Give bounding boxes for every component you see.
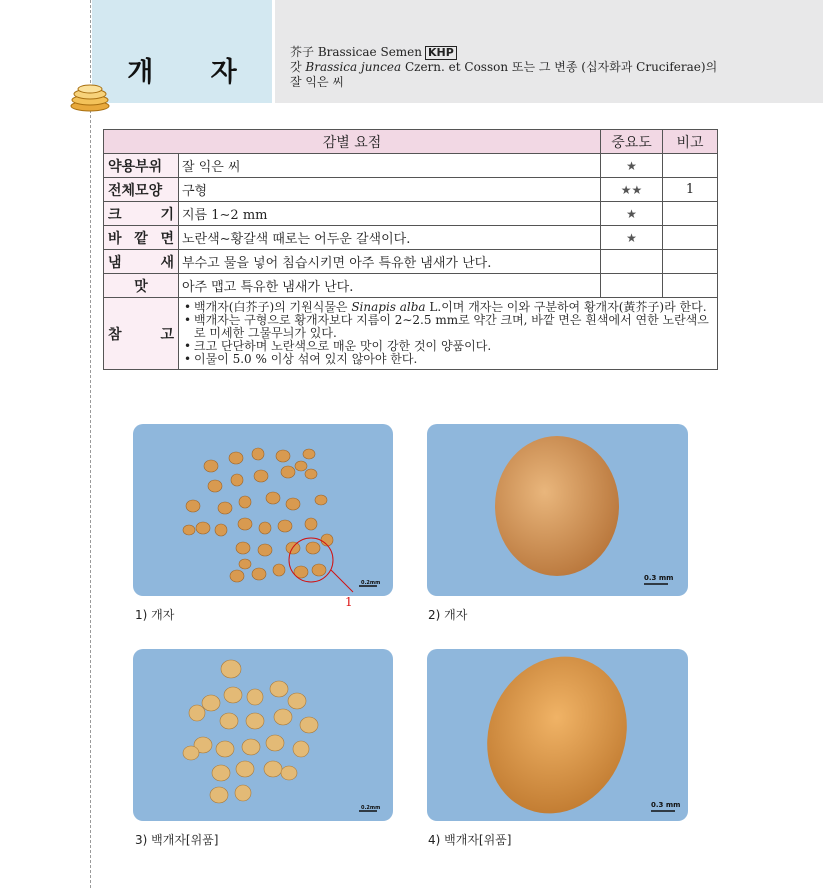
white-mustard-seeds-image [133, 649, 393, 821]
row-label: 참 고 [104, 298, 179, 370]
table-header-row [104, 130, 718, 154]
callout-number-1: 1 [345, 595, 353, 609]
page-margin-dashed-line [90, 0, 91, 888]
importance-stars: ★ [601, 202, 663, 226]
row-note [663, 274, 718, 298]
table-row [104, 226, 718, 250]
reference-item: • 이물이 5.0 % 이상 섞여 있지 않아야 한다. [194, 353, 714, 366]
references-list [182, 301, 714, 366]
importance-stars [601, 250, 663, 274]
row-content: 구형 [179, 178, 601, 202]
title-box [92, 0, 272, 103]
row-label: 전체모양 [104, 178, 179, 202]
row-content: 잘 익은 씨 [179, 154, 601, 178]
scale-label-1: 0.2mm [361, 580, 381, 586]
table-row [104, 250, 718, 274]
importance-stars [601, 274, 663, 298]
herb-name-latin: 芥子 Brassicae Semen [290, 45, 423, 59]
mustard-seeds-image [133, 424, 393, 596]
row-content: 지름 1∼2 mm [179, 202, 601, 226]
book-stack-icon [68, 82, 112, 112]
row-label: 맛 [104, 274, 179, 298]
header-line-1 [290, 45, 810, 60]
reference-item: • 백개자는 구형으로 황개자보다 지름이 2∼2.5 mm로 약간 크며, 바깥 면은 흰색에서 연한 노란색으로 미세한 그물무늬가 있다. [194, 314, 714, 340]
table-row [104, 178, 718, 202]
row-label: 바 깥 면 [104, 226, 179, 250]
figure-1-photo [133, 424, 393, 596]
figure-1-caption: 1) 개자 [135, 608, 175, 622]
row-label: 약용부위 [104, 154, 179, 178]
species-name: Brassica juncea [305, 60, 402, 74]
header-line-3: 잘 익은 씨 [290, 75, 344, 89]
reference-item: • 크고 단단하며 노란색으로 매운 맛이 강한 것이 양품이다. [194, 340, 714, 353]
figure-4-photo [427, 649, 688, 821]
col-header-points: 감별 요점 [104, 130, 601, 154]
row-note [663, 226, 718, 250]
figure-4-caption: 4) 백개자[위품] [428, 833, 512, 847]
identification-table [103, 129, 718, 370]
importance-stars: ★ [601, 226, 663, 250]
importance-stars: ★★ [601, 178, 663, 202]
khp-badge: KHP [425, 46, 457, 60]
figure-3-caption: 3) 백개자[위품] [135, 833, 219, 847]
table-row [104, 274, 718, 298]
row-label: 냄 새 [104, 250, 179, 274]
figure-2-photo [427, 424, 688, 596]
row-note [663, 202, 718, 226]
single-seed-image [427, 424, 688, 596]
table-row [104, 154, 718, 178]
reference-item: • 백개자(白芥子)의 기원식물은 Sinapis alba L.이며 개자는 이와 구분하여 황개자(黃芥子)라 한다. [194, 301, 714, 314]
table-row-references [104, 298, 718, 370]
figure-2-caption: 2) 개자 [428, 608, 468, 622]
row-content: 노란색∼황갈색 때로는 어두운 갈색이다. [179, 226, 601, 250]
single-white-seed-image [427, 649, 688, 821]
references-cell [179, 298, 718, 370]
row-note [663, 250, 718, 274]
figure-3-photo [133, 649, 393, 821]
header-line-2: 갓 Brassica juncea Czern. et Cosson 또는 그 변종 (십자화과 Cruciferae)의 [290, 60, 718, 74]
col-header-note: 비고 [663, 130, 718, 154]
header-box [275, 0, 823, 103]
row-note: 1 [663, 178, 718, 202]
table-row [104, 202, 718, 226]
importance-stars: ★ [601, 154, 663, 178]
page-title: 개 자 [127, 57, 261, 88]
col-header-importance: 중요도 [601, 130, 663, 154]
scale-label-3: 0.2mm [361, 805, 381, 811]
scale-label-4: 0.3 mm [651, 801, 681, 809]
scale-label-2: 0.3 mm [644, 574, 674, 582]
row-content: 아주 맵고 특유한 냄새가 난다. [179, 274, 601, 298]
row-label: 크 기 [104, 202, 179, 226]
row-note [663, 154, 718, 178]
row-content: 부수고 물을 넣어 침습시키면 아주 특유한 냄새가 난다. [179, 250, 601, 274]
header-text [290, 45, 810, 90]
